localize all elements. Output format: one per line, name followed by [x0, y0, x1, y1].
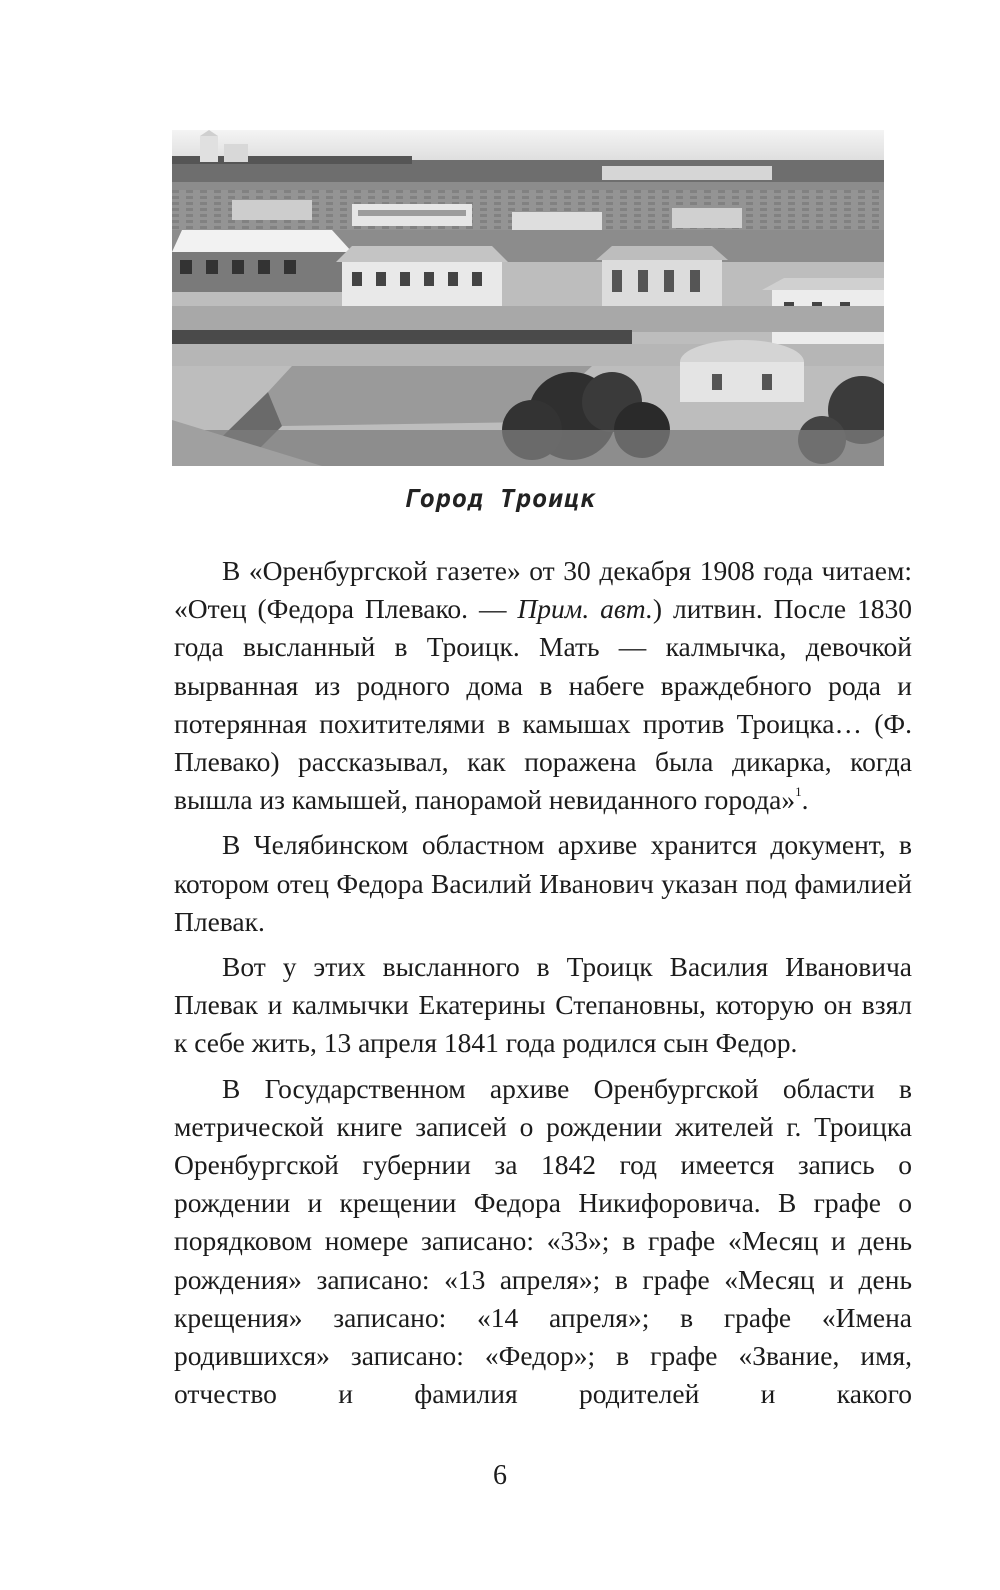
paragraph-1-text-after: . — [801, 784, 809, 816]
body-text — [174, 552, 912, 1413]
town-photo — [172, 130, 884, 466]
page-number: 6 — [493, 1460, 507, 1491]
paragraph-2: В Челябинском областном архиве хранится документ, в котором отец Федора Василий Иванович указан под фамилией Плевак. — [174, 829, 912, 937]
paragraph-4: В Государственном архиве Оренбургской области в метрической книге записей о рождении жителей г. Троицка Оренбургской губернии за 1842 год имеется запись о рождении и крещении Федора Никифоровича. В графе о порядковом номере записано: «33»; в графе «Месяц и день рождения» записано: «13 апреля»; в графе «Месяц и день крещения» записано: «14 апреля»; в графе «Имена родившихся» записано: «Федор»; в графе «Звание, имя, отчество и фамилия родителей и какого — [174, 1072, 912, 1410]
paragraph-1 — [174, 552, 912, 819]
figure-caption: Город Троицк — [403, 484, 597, 513]
paragraph-1-text-before: В «Оренбургской газете» от 30 декабря 1908 года читаем: «Отец (Федора Плевако. — — [174, 555, 912, 625]
paragraph-1-text-middle: ) литвин. После 1830 года высланный в Троицк. Мать — калмычка, девочкой вырванная из родного дома в набеге враждебного рода и потерянная похитителями в камышах против Троицка… (Ф. Плевако) рассказывал, как поражена была дикарка, когда вышла из камышей, панорамой невиданного города» — [174, 593, 913, 816]
paragraph-3: Вот у этих высланного в Троицк Василия Ивановича Плевак и калмычки Екатерины Степановны, которую он взял к себе жить, 13 апреля 1841 года родился сын Федор. — [174, 951, 912, 1059]
author-note: Прим. авт. — [517, 593, 653, 625]
town-panorama-image — [172, 130, 884, 466]
footnote-ref: 1 — [795, 784, 802, 800]
